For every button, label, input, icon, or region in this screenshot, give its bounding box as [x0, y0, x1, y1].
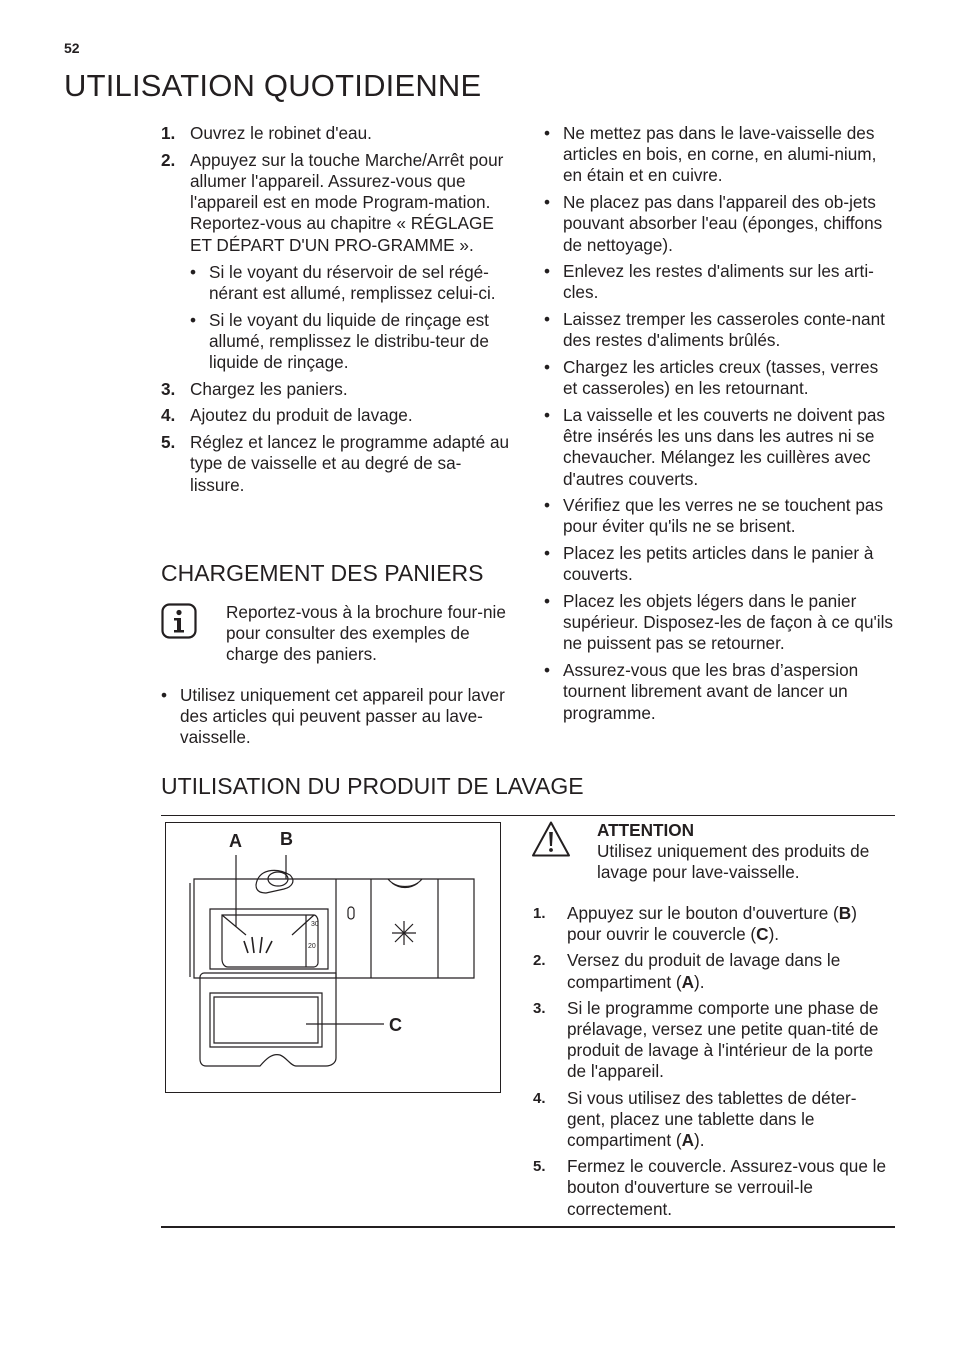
- list-item: • Laissez tremper les casseroles conte-nant des restes d'aliments brûlés.: [544, 309, 896, 351]
- step-item: 4. Ajoutez du produit de lavage.: [161, 405, 413, 426]
- step-item: 2. Versez du produit de lavage dans le compartiment (A).: [533, 950, 841, 992]
- list-item: • Ne mettez pas dans le lave-vaisselle des articles en bois, en corne, en alumi-nium, en étain et en cuivre.: [544, 123, 896, 187]
- list-item: • Ne placez pas dans l'appareil des ob-jets pouvant absorber l'eau (éponges, chiffons de nettoyage).: [544, 192, 896, 256]
- warning-title: ATTENTION: [597, 820, 695, 840]
- list-item: • La vaisselle et les couverts ne doivent pas être insérés les uns dans les autres ni se chevaucher. Mélangez les cuillères avec d'autres couverts.: [544, 405, 896, 490]
- step-item: 3. Chargez les paniers.: [161, 378, 348, 399]
- list-item: • Vérifiez que les verres ne se touchent pas pour éviter qu'ils ne se brisent.: [544, 495, 896, 537]
- warning-text: Utilisez uniquement des produits de lavage pour lave-vaisselle.: [597, 841, 870, 883]
- warning-block: [597, 820, 897, 884]
- loading-bullets: [544, 123, 896, 729]
- step-item: 5. Réglez et lancez le programme adapté au type de vaisselle et au degré de sa-lissure.: [161, 432, 510, 495]
- step-item: 4. Si vous utilisez des tablettes de déter-gent, placez une tablette dans le compartiment (A).: [533, 1087, 857, 1151]
- step-sub-list: [190, 262, 514, 374]
- step-item: 3. Si le programme comporte une phase de prélavage, versez une petite quan-tité de produit de lavage à l'intérieur de la porte de l'appareil.: [533, 997, 879, 1082]
- list-item: • Placez les objets légers dans le panier supérieur. Disposez-les de façon à ce qu'ils ne puissent pas se retourner.: [544, 591, 896, 655]
- loading-section-title: CHARGEMENT DES PANIERS: [161, 560, 484, 586]
- detergent-dispenser-figure: [165, 822, 501, 1093]
- warning-icon: [531, 820, 571, 858]
- sub-bullet: • Si le voyant du réservoir de sel régé-nérant est allumé, remplissez celui-ci.: [190, 262, 514, 304]
- scale-label-top: 30: [311, 921, 319, 928]
- scale-label-bottom: 20: [308, 943, 316, 950]
- label-c: C: [389, 1015, 402, 1035]
- list-item: • Utilisez uniquement cet appareil pour laver des articles qui peuvent passer au lave-vaisselle.: [161, 685, 514, 749]
- detergent-steps: [533, 903, 891, 1225]
- detergent-section-title: UTILISATION DU PRODUIT DE LAVAGE: [161, 773, 584, 799]
- page-number: 52: [64, 40, 80, 56]
- list-item: • Placez les petits articles dans le panier à couverts.: [544, 543, 896, 585]
- list-item: • Assurez-vous que les bras d’aspersion tournent librement avant de lancer un programme.: [544, 660, 896, 724]
- dispenser-illustration: [166, 823, 500, 1092]
- step-item: 1. Appuyez sur le bouton d'ouverture (B) pour ouvrir le couvercle (C).: [533, 903, 857, 945]
- step-item: 1. Ouvrez le robinet d'eau.: [161, 123, 372, 143]
- daily-use-steps: [161, 123, 514, 501]
- info-note: Reportez-vous à la brochure four-nie pour consulter des exemples de charge des paniers.: [226, 602, 506, 665]
- page-title: UTILISATION QUOTIDIENNE: [64, 68, 482, 103]
- label-b: B: [280, 829, 293, 849]
- sub-bullet: • Si le voyant du liquide de rinçage est allumé, remplissez le distribu-teur de liquide de rinçage.: [190, 310, 514, 374]
- list-item: • Enlevez les restes d'aliments sur les arti-cles.: [544, 261, 896, 303]
- info-icon: [161, 603, 197, 639]
- step-item: 5. Fermez le couvercle. Assurez-vous que le bouton d'ouverture se verrouil-le correctement.: [533, 1156, 887, 1219]
- loading-first-list: [161, 685, 514, 754]
- section-divider: [161, 815, 895, 816]
- list-item: • Chargez les articles creux (tasses, verres et casseroles) en les retournant.: [544, 357, 896, 399]
- section-bottom-rule: [161, 1226, 895, 1228]
- label-a: A: [229, 831, 242, 851]
- step-item: 2. Appuyez sur la touche Marche/Arrêt pour allumer l'appareil. Assurez-vous que l'appareil est en mode Program-mation. Reportez-vous au chapitre « RÉGLAGE ET DÉPART D'UN PRO-GRAMME ». • Si le voyant du réservoir de sel régé-nérant est allumé, remplissez celui-ci. • Si le voyant du liquide de rinçage est allumé, remplissez le distribu-teur de liquide de rinçage.: [161, 150, 514, 374]
